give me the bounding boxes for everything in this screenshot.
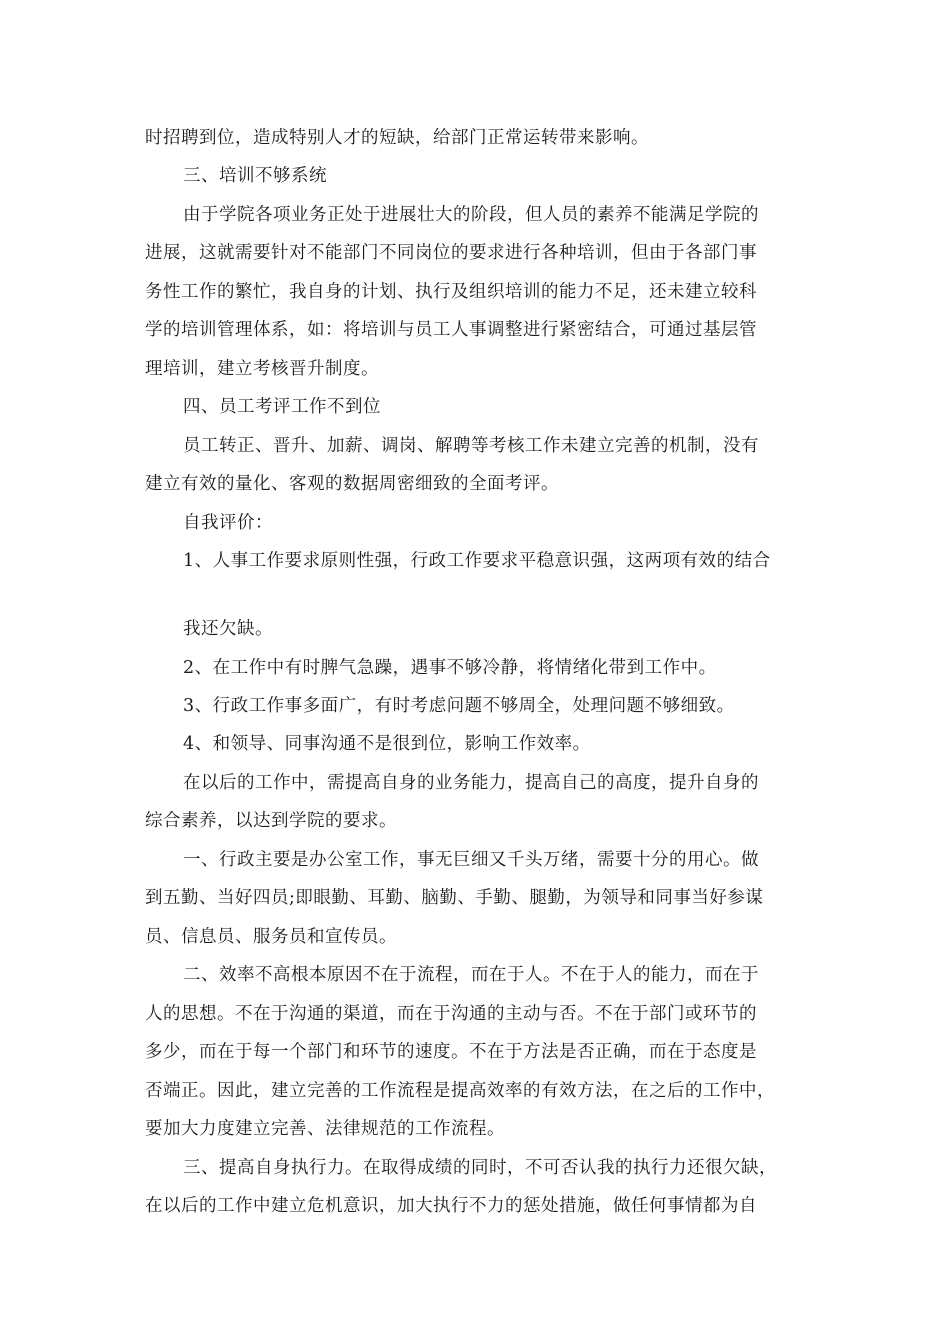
section-heading: 四、员工考评工作不到位 — [183, 397, 381, 417]
paragraph-line: 时招聘到位，造成特别人才的短缺，给部门正常运转带来影响。 — [145, 128, 649, 148]
list-item: 3、行政工作事多面广，有时考虑问题不够周全，处理问题不够细致。 — [183, 696, 735, 716]
paragraph-line: 员工转正、晋升、加薪、调岗、解聘等考核工作未建立完善的机制，没有 — [183, 436, 759, 456]
paragraph-line: 二、效率不高根本原因不在于流程，而在于人。不在于人的能力，而在于 — [183, 965, 759, 985]
section-heading: 三、培训不够系统 — [183, 166, 327, 186]
paragraph-line: 在以后的工作中，需提高自身的业务能力，提高自己的高度，提升自身的 — [183, 773, 759, 793]
paragraph-line: 建立有效的量化、客观的数据周密细致的全面考评。 — [145, 474, 559, 494]
paragraph-line: 到五勤、当好四员;即眼勤、耳勤、脑勤、手勤、腿勤，为领导和同事当好参谋 — [145, 888, 764, 908]
list-item: 2、在工作中有时脾气急躁，遇事不够冷静，将情绪化带到工作中。 — [183, 658, 717, 678]
paragraph-line: 务性工作的繁忙，我自身的计划、执行及组织培训的能力不足，还未建立较科 — [145, 282, 757, 302]
paragraph-line: 否端正。因此，建立完善的工作流程是提高效率的有效方法，在之后的工作中， — [145, 1081, 775, 1101]
paragraph-line: 综合素养，以达到学院的要求。 — [145, 811, 397, 831]
paragraph-line: 理培训，建立考核晋升制度。 — [145, 359, 379, 379]
paragraph-line: 员、信息员、服务员和宣传员。 — [145, 927, 397, 947]
list-item: 1、人事工作要求原则性强，行政工作要求平稳意识强，这两项有效的结合 — [183, 551, 771, 571]
paragraph-line: 多少，而在于每一个部门和环节的速度。不在于方法是否正确，而在于态度是 — [145, 1042, 757, 1062]
paragraph-line: 学的培训管理体系，如：将培训与员工人事调整进行紧密结合，可通过基层管 — [145, 320, 757, 340]
list-item-continuation: 我还欠缺。 — [183, 619, 273, 639]
paragraph-line: 由于学院各项业务正处于进展壮大的阶段，但人员的素养不能满足学院的 — [183, 205, 759, 225]
section-heading: 自我评价： — [183, 513, 273, 533]
paragraph-line: 在以后的工作中建立危机意识，加大执行不力的惩处措施，做任何事情都为自 — [145, 1196, 757, 1216]
paragraph-line: 一、行政主要是办公室工作，事无巨细又千头万绪，需要十分的用心。做 — [183, 850, 759, 870]
paragraph-line: 人的思想。不在于沟通的渠道，而在于沟通的主动与否。不在于部门或环节的 — [145, 1004, 757, 1024]
paragraph-line: 要加大力度建立完善、法律规范的工作流程。 — [145, 1119, 505, 1139]
list-item: 4、和领导、同事沟通不是很到位，影响工作效率。 — [183, 734, 591, 754]
paragraph-line: 进展，这就需要针对不能部门不同岗位的要求进行各种培训，但由于各部门事 — [145, 243, 757, 263]
paragraph-line: 三、提高自身执行力。在取得成绩的同时，不可否认我的执行力还很欠缺， — [183, 1158, 777, 1178]
